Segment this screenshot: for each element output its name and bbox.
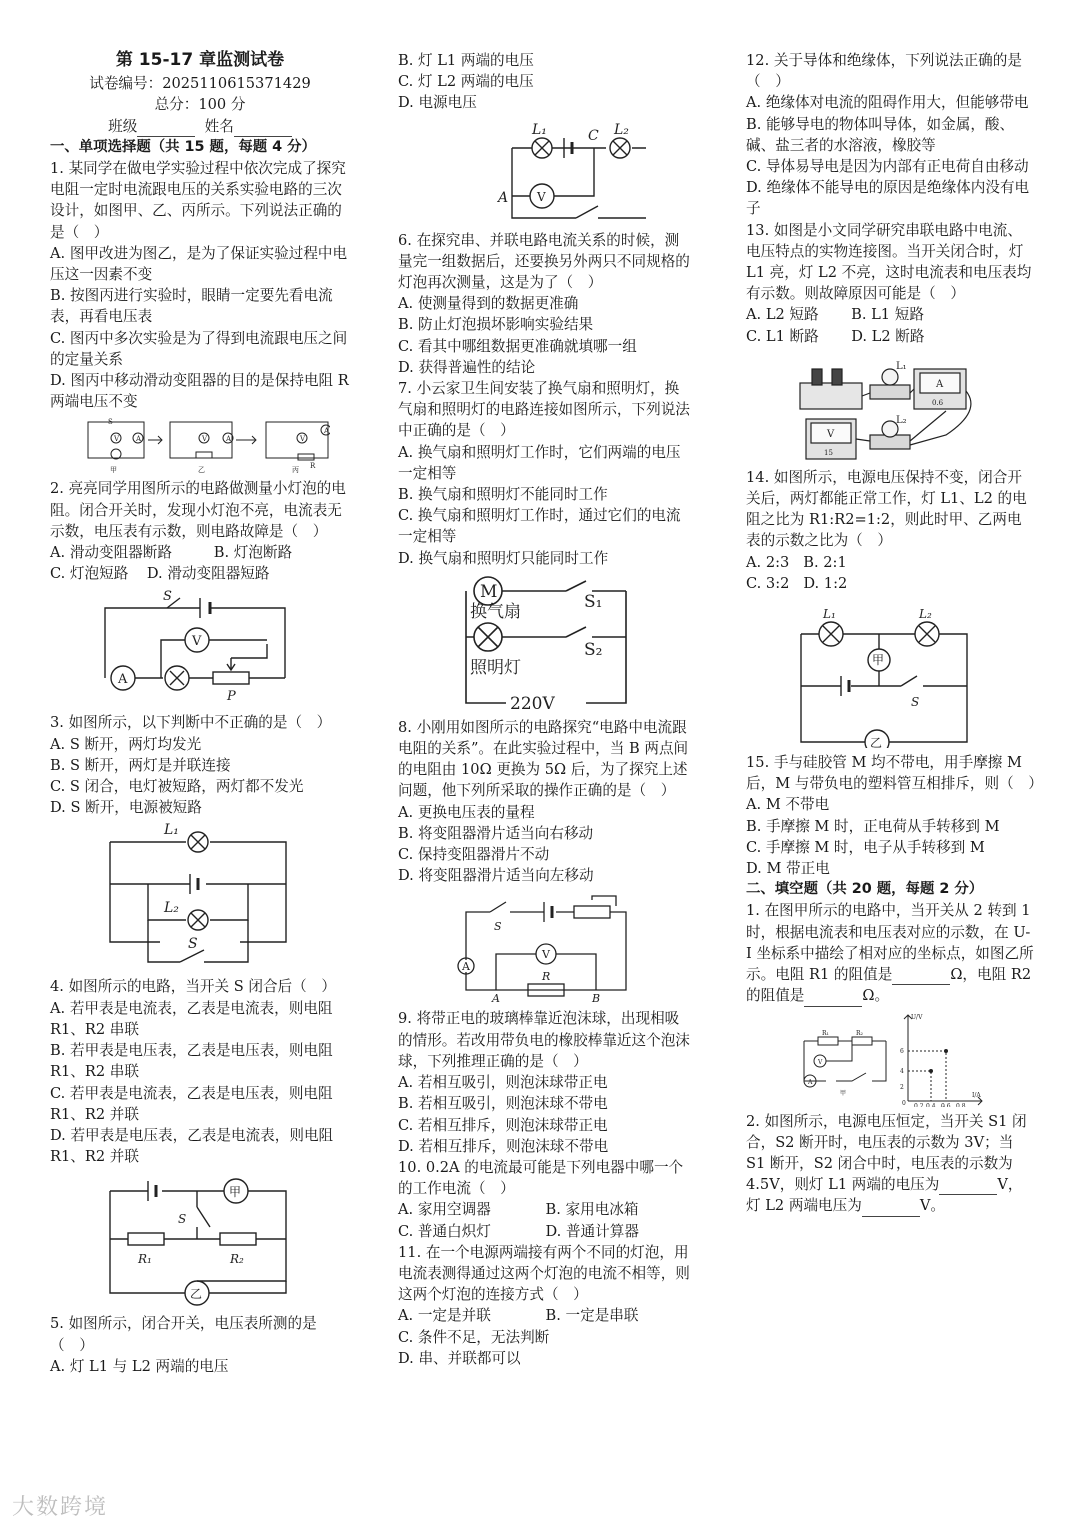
fill-q1-fig-tick-6: 6 xyxy=(900,1047,904,1055)
fill-q1-fig-tick-04: 0.4 xyxy=(926,1102,936,1107)
q1-option-d[interactable]: D. 图丙中移动滑动变阻器的目的是保持电阻 R 两端电压不变 xyxy=(50,372,354,411)
q13-fig-range-a: 0.6 xyxy=(932,398,944,407)
q14-option-b[interactable]: B. 2:1 xyxy=(803,553,847,571)
fill-q1-fig-tick-0: 0 xyxy=(902,1099,906,1107)
q8-fig-r: R xyxy=(541,970,550,984)
q3-circuit-figure xyxy=(100,822,300,972)
watermark: 大数跨境 xyxy=(12,1495,109,1520)
q3-fig-s: S xyxy=(188,936,198,953)
fill-q2-blank-2[interactable] xyxy=(862,1200,920,1217)
q4-fig-s: S xyxy=(178,1212,187,1227)
q2-option-c[interactable]: C. 灯泡短路 xyxy=(50,565,129,583)
q5-option-d[interactable]: D. 电源电压 xyxy=(398,94,477,112)
q11-option-c[interactable]: C. 条件不足，无法判断 xyxy=(398,1328,550,1346)
q13-apparatus-figure xyxy=(796,351,986,463)
q4-circuit-figure xyxy=(100,1171,300,1309)
q14-fig-yi: 乙 xyxy=(870,736,883,749)
q15-option-b[interactable]: B. 手摩擦 M 时，正电荷从手转移到 M xyxy=(746,817,1000,835)
svg-text:A: A xyxy=(226,435,232,444)
svg-text:S: S xyxy=(108,418,113,427)
q13-fig-l1: L₁ xyxy=(896,360,907,372)
fill-q1-fig-ia: I/A xyxy=(972,1091,981,1099)
class-name-line xyxy=(50,116,350,137)
fill-q1-fig-jia: 甲 xyxy=(840,1089,847,1097)
q5-fig-l1: L₁ xyxy=(531,121,547,138)
q4-fig-r2: R₂ xyxy=(230,1252,244,1267)
q6-option-d[interactable]: D. 获得普遍性的结论 xyxy=(398,358,536,376)
q5-fig-l2: L₂ xyxy=(613,121,629,138)
q6-option-b[interactable]: B. 防止灯泡损坏影响实验结果 xyxy=(398,316,594,334)
q2-fig-p: P xyxy=(227,689,236,705)
q9-option-b[interactable]: B. 若相互吸引，则泡沫球不带电 xyxy=(398,1095,608,1113)
q3-option-d[interactable]: D. S 断开，电源被短路 xyxy=(50,799,202,817)
q13-option-c[interactable]: C. L1 断路 xyxy=(746,327,819,345)
q8-fig-point-a: A xyxy=(491,992,500,1005)
q11-options-ab xyxy=(398,1305,693,1326)
q8-option-a[interactable]: A. 更换电压表的量程 xyxy=(398,803,535,821)
q2-option-a[interactable]: A. 滑动变阻器断路 xyxy=(50,544,172,562)
q14-circuit-figure xyxy=(791,598,991,748)
q14-fig-s: S xyxy=(911,695,920,710)
q10-option-c[interactable]: C. 普通白炽灯 xyxy=(398,1222,491,1240)
fill-q2-text xyxy=(746,1111,1036,1217)
q1-fig-label-bing: 丙 xyxy=(292,466,299,475)
q6-stem: 6. 在探究串、并联电路电流关系的时候，测量完一组数据后，还要换另外两只不同规格的灯泡再次测量，这是为了（ ） xyxy=(398,231,690,292)
svg-text:V: V xyxy=(300,435,306,444)
q8-fig-a-meter: A xyxy=(461,960,470,974)
q13-options-ab xyxy=(746,304,1036,325)
fill-q1-fig-tick-08: 0.8 xyxy=(956,1102,966,1107)
q5-option-b[interactable]: B. 灯 L1 两端的电压 xyxy=(398,52,534,69)
q10-options-cd xyxy=(398,1221,693,1242)
total-score: 总分：100 分 xyxy=(154,96,246,114)
svg-text:R: R xyxy=(310,462,316,471)
q13-option-d[interactable]: D. L2 断路 xyxy=(851,327,925,345)
q10-option-b[interactable]: B. 家用电冰箱 xyxy=(545,1201,639,1219)
q9-option-a[interactable]: A. 若相互吸引，则泡沫球带正电 xyxy=(398,1074,608,1092)
q3-option-c[interactable]: C. S 闭合，电灯被短路，两灯都不发光 xyxy=(50,778,304,796)
q9-option-d[interactable]: D. 若相互排斥，则泡沫球不带电 xyxy=(398,1137,609,1155)
q14-fig-jia: 甲 xyxy=(872,653,885,668)
q7-option-b[interactable]: B. 换气扇和照明灯不能同时工作 xyxy=(398,486,608,504)
column-2 xyxy=(398,50,693,1369)
q13-option-a[interactable]: A. L2 短路 xyxy=(746,306,819,324)
q4-option-a[interactable]: A. 若甲表是电流表，乙表是电流表，则电阻 R1、R2 串联 xyxy=(50,999,338,1038)
q7-stem: 7. 小云家卫生间安装了换气扇和照明灯，换气扇和照明灯的电路连接如图所示，下列说法中正确的是（ ） xyxy=(398,380,690,440)
fill-q1-fig-a: A xyxy=(808,1078,813,1086)
q2-option-b[interactable]: B. 灯泡断路 xyxy=(213,544,293,562)
q8-fig-point-b: B xyxy=(591,992,600,1005)
fill-q2-blank-1[interactable] xyxy=(939,1178,997,1195)
q4-fig-r1: R₁ xyxy=(138,1252,152,1267)
q13-fig-a: A xyxy=(936,378,944,390)
q14-fig-l2: L₂ xyxy=(919,607,932,622)
q7-fig-220v: 220V xyxy=(509,693,555,713)
q14-option-d[interactable]: D. 1:2 xyxy=(803,574,848,592)
q5-option-a[interactable]: A. 灯 L1 与 L2 两端的电压 xyxy=(50,1357,229,1375)
column-1 xyxy=(50,50,354,1377)
q7-fig-fan: 换气扇 xyxy=(469,601,521,622)
q3-fig-l1: L₁ xyxy=(164,822,179,839)
q13-fig-range-v: 15 xyxy=(824,448,833,457)
q10-option-d[interactable]: D. 普通计算器 xyxy=(545,1222,639,1240)
q14-stem: 14. 如图所示，电源电压保持不变，闭合开关后，两灯都能正常工作，灯 L1、L2 的电阻之比为 R1:R2=1:2，则此时甲、乙两电表的示数之比为（ ） xyxy=(746,468,1027,550)
q4-fig-jia: 甲 xyxy=(229,1185,242,1200)
q15-stem: 15. 手与硅胶管 M 均不带电，用手摩擦 M 后，M 与带负电的塑料管互相排斥，则（ ） xyxy=(746,754,1043,793)
q12-stem: 12. 关于导体和绝缘体，下列说法正确的是（ ） xyxy=(746,52,1022,91)
fill-q1-fig-r2: R₂ xyxy=(856,1029,863,1037)
q13-option-b[interactable]: B. L1 短路 xyxy=(851,306,924,324)
q3-fig-l2: L₂ xyxy=(164,900,179,917)
q5-fig-a: A xyxy=(497,189,508,206)
q1-fig-label-yi: 乙 xyxy=(198,466,205,475)
q2-options-cd xyxy=(50,563,350,584)
q15-option-c[interactable]: C. 手摩擦 M 时，电子从手转移到 M xyxy=(746,838,985,856)
q4-option-b[interactable]: B. 若甲表是电压表，乙表是电压表，则电阻 R1、R2 串联 xyxy=(50,1042,338,1081)
q7-option-d[interactable]: D. 换气扇和照明灯只能同时工作 xyxy=(398,549,609,567)
fill-q1-fig-v: V xyxy=(818,1058,823,1066)
fill-q1-text xyxy=(746,900,1036,1006)
fill-q1-figure xyxy=(796,1011,986,1107)
fill-q1-text-b: Ω，电阻 R2 的阻值是 xyxy=(746,966,1036,1005)
q14-option-c[interactable]: C. 3:2 xyxy=(746,574,790,592)
q4-fig-yi: 乙 xyxy=(190,1287,203,1302)
q9-stem: 9. 将带正电的玻璃棒靠近泡沫球，出现相吸的情形。若改用带负电的橡胶棒靠近这个泡沫球，下列推理正确的是（ ） xyxy=(398,1010,690,1070)
fill-q1-fig-tick-4: 4 xyxy=(900,1067,904,1075)
section1-heading: 一、单项选择题（共 15 题，每题 4 分） xyxy=(50,138,316,155)
q1-circuit-figure xyxy=(70,416,330,474)
q7-circuit-figure xyxy=(446,573,646,713)
q2-options-ab xyxy=(50,542,350,563)
svg-text:A: A xyxy=(324,427,330,436)
q4-stem: 4. 如图所示的电路，当开关 S 闭合后（ ） xyxy=(50,978,336,996)
q10-options-ab xyxy=(398,1199,693,1220)
q1-fig-label-jia: 甲 xyxy=(110,466,117,475)
q14-options-cd xyxy=(746,573,1036,594)
q11-option-a[interactable]: A. 一定是并联 xyxy=(398,1307,491,1325)
q2-fig-a: A xyxy=(118,672,128,688)
section2-heading: 二、填空题（共 20 题，每题 2 分） xyxy=(746,881,984,898)
fill-q1-fig-tick-06: 0.6 xyxy=(941,1102,951,1107)
page-title: 第 15-17 章监测试卷 xyxy=(115,50,285,70)
q12-option-b[interactable]: B. 能够导电的物体叫导体，如金属，酸、碱、盐三者的水溶液，橡胶等 xyxy=(746,115,1015,154)
q10-option-a[interactable]: A. 家用空调器 xyxy=(398,1201,491,1219)
q1-fig-v: V xyxy=(114,435,120,444)
q8-fig-s: S xyxy=(493,920,502,934)
q4-option-d[interactable]: D. 若甲表是电压表，乙表是电流表，则电阻 R1、R2 并联 xyxy=(50,1126,338,1166)
q3-stem: 3. 如图所示，以下判断中不正确的是（ ） xyxy=(50,714,332,732)
q8-option-b[interactable]: B. 将变阻器滑片适当向右移动 xyxy=(398,824,594,842)
q7-fig-m: M xyxy=(479,581,497,602)
q10-stem: 10. 0.2A 的电流最可能是下列电器中哪一个的工作电流（ ） xyxy=(398,1158,684,1198)
q1-option-b[interactable]: B. 按图丙进行实验时，眼睛一定要先看电流表，再看电压表 xyxy=(50,287,333,326)
q8-circuit-figure xyxy=(446,890,646,1004)
q8-fig-v: V xyxy=(541,948,550,962)
q9-option-c[interactable]: C. 若相互排斥，则泡沫球带正电 xyxy=(398,1116,608,1134)
fill-q1-fig-tick-02: 0.2 xyxy=(914,1102,924,1107)
q11-option-d[interactable]: D. 串、并联都可以 xyxy=(398,1349,521,1367)
q3-option-b[interactable]: B. S 断开，两灯是并联连接 xyxy=(50,756,231,774)
q14-fig-l1: L₁ xyxy=(823,607,836,622)
q2-option-d[interactable]: D. 滑动变阻器短路 xyxy=(146,565,270,583)
q1-stem: 1. 某同学在做电学实验过程中依次完成了探究电阻一定时电流跟电压的关系实验电路的三次设计，如图甲、乙、丙所示。下列说法正确的是（ ） xyxy=(50,160,346,241)
q13-fig-l2: L₂ xyxy=(896,414,907,426)
q5-stem: 5. 如图所示，闭合开关，电压表所测的是（ ） xyxy=(50,1315,317,1354)
q1-option-c[interactable]: C. 图丙中多次实验是为了得到电流跟电压之间的定量关系 xyxy=(50,329,348,368)
fill-q1-fig-r1: R₁ xyxy=(822,1029,829,1037)
q7-fig-s2: S₂ xyxy=(583,639,602,660)
q8-option-c[interactable]: C. 保持变阻器滑片不动 xyxy=(398,846,550,864)
q7-fig-s1: S₁ xyxy=(583,591,602,612)
class-field[interactable] xyxy=(137,120,195,137)
q14-options-ab xyxy=(746,552,1036,573)
q14-option-a[interactable]: A. 2:3 xyxy=(746,553,790,571)
q2-fig-v: V xyxy=(192,634,202,650)
q2-circuit-figure xyxy=(85,588,315,708)
svg-text:V: V xyxy=(202,435,208,444)
q12-option-c[interactable]: C. 导体易导电是因为内部有正电荷自由移动 xyxy=(746,158,1029,176)
q15-option-a[interactable]: A. M 不带电 xyxy=(746,796,830,814)
fill-q1-blank-2[interactable] xyxy=(804,990,862,1007)
fill-q1-unit: Ω。 xyxy=(862,987,890,1005)
q11-stem: 11. 在一个电源两端接有两个不同的灯泡，用电流表测得通过这两个灯泡的电流不相等，则这两个灯泡的连接方式（ ） xyxy=(398,1243,690,1304)
fill-q1-blank-1[interactable] xyxy=(892,968,950,985)
column-3 xyxy=(746,50,1043,1217)
q5-fig-v: V xyxy=(536,189,546,204)
name-label: 姓名 xyxy=(204,117,234,135)
q7-fig-light: 照明灯 xyxy=(469,657,521,678)
q7-option-c[interactable]: C. 换气扇和照明灯工作时，通过它们的电流一定相等 xyxy=(398,507,681,546)
q13-fig-v: V xyxy=(827,428,835,440)
q4-option-c[interactable]: C. 若甲表是电流表，乙表是电压表，则电阻 R1、R2 并联 xyxy=(50,1084,338,1123)
name-field[interactable] xyxy=(234,120,292,137)
q5-fig-c: C xyxy=(587,127,599,144)
q2-fig-s: S xyxy=(163,589,172,605)
fill-q2-text-a: 2. 如图所示，电源电压恒定，当开关 S1 闭合，S2 断开时，电压表的示数为 3V；当 S1 断开，S2 闭合中时，电压表的示数为 4.5V，则灯 L1 两端的电压为 xyxy=(746,1112,1027,1194)
q5-circuit-figure xyxy=(446,118,646,226)
class-label: 班级 xyxy=(108,117,138,135)
fill-q2-unit-2: V。 xyxy=(919,1197,945,1215)
q15-option-d[interactable]: D. M 带正电 xyxy=(746,860,830,878)
q6-option-c[interactable]: C. 看其中哪组数据更准确就填哪一组 xyxy=(398,337,637,355)
q5-option-c[interactable]: C. 灯 L2 两端的电压 xyxy=(398,73,534,91)
q13-options-cd xyxy=(746,326,1036,347)
q7-option-a[interactable]: A. 换气扇和照明灯工作时，它们两端的电压一定相等 xyxy=(398,443,681,482)
fill-q1-text-a: 1. 在图甲所示的电路中，当开关从 2 转到 1 时，根据电流表和电压表对应的示数，在 U-I 坐标系中描绘了相对应的坐标点，如图乙所示。电阻 R1 的阻值是 xyxy=(746,902,1036,984)
fill-q1-fig-tick-2: 2 xyxy=(900,1083,904,1091)
fill-q2-unit-1: V，灯 L2 两端电压为 xyxy=(746,1176,1023,1215)
q6-option-a[interactable]: A. 使测量得到的数据更准确 xyxy=(398,295,579,313)
q1-option-a[interactable]: A. 图甲改进为图乙，是为了保证实验过程中电压这一因素不变 xyxy=(50,244,348,284)
q8-option-d[interactable]: D. 将变阻器滑片适当向左移动 xyxy=(398,867,594,885)
q11-option-b[interactable]: B. 一定是串联 xyxy=(545,1307,639,1325)
fill-q1-fig-uv: U/V xyxy=(911,1013,923,1021)
q13-stem: 13. 如图是小文同学研究串联电路中电流、电压特点的实物连接图。当开关闭合时，灯 L1 亮，灯 L2 不亮，这时电流表和电压表均有示数。则故障原因可能是（ ） xyxy=(746,221,1032,303)
q3-option-a[interactable]: A. S 断开，两灯均发光 xyxy=(50,735,202,753)
paper-number: 试卷编号：2025110615371429 xyxy=(89,75,311,93)
q8-stem: 8. 小刚用如图所示的电路探究“电路中电流跟电阻的关系”。在此实验过程中，当 B 两点间的电阻由 10Ω 更换为 5Ω 后，为了探究上述问题，他下列所采取的操作正确的是（ ） xyxy=(398,718,689,800)
q12-option-d[interactable]: D. 绝缘体不能导电的原因是绝缘体内没有电子 xyxy=(746,179,1030,218)
q2-stem: 2. 亮亮同学用图所示的电路做测量小灯泡的电阻。闭合开关时，发现小灯泡不亮，电流表无示数，电压表有示数，则电路故障是（ ） xyxy=(50,480,346,540)
svg-text:A: A xyxy=(136,435,142,444)
q12-option-a[interactable]: A. 绝缘体对电流的阻碍作用大，但能够带电 xyxy=(746,94,1029,112)
